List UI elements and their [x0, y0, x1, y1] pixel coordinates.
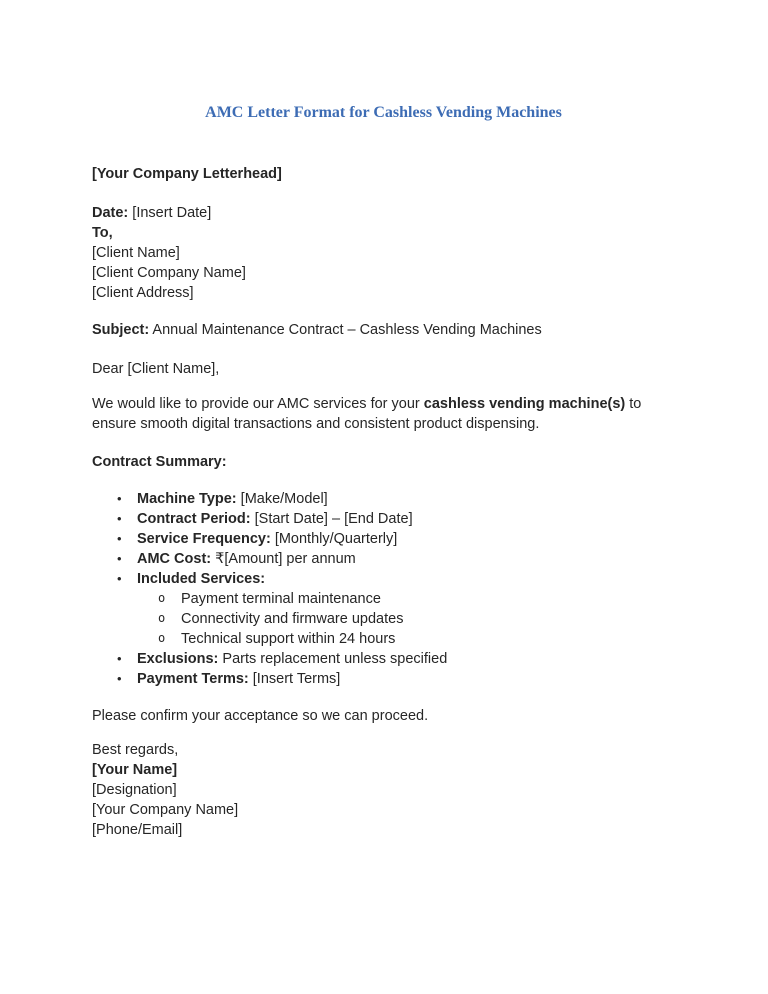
- sub-list-item-technical-support: [92, 629, 675, 649]
- item-value: ₹[Amount] per annum: [211, 551, 356, 567]
- client-name-line: [Client Name]: [92, 245, 180, 261]
- item-value: [Start Date] – [End Date]: [250, 511, 413, 527]
- bullet-marker: •: [117, 571, 122, 586]
- intro-paragraph: [92, 394, 675, 434]
- list-item-machine-type: [92, 489, 675, 509]
- list-item-amc-cost: [92, 549, 675, 569]
- item-label: Contract Period:: [137, 511, 251, 527]
- greeting-line: Dear [Client Name],: [92, 361, 220, 377]
- date-line: [92, 203, 675, 223]
- sub-item-text: Payment terminal maintenance: [181, 591, 381, 607]
- bullet-marker: •: [117, 651, 122, 666]
- item-value: [Monthly/Quarterly]: [270, 531, 398, 547]
- sub-list-item-terminal-maintenance: [92, 589, 675, 609]
- sender-company-line: [Your Company Name]: [92, 802, 239, 818]
- summary-heading: Contract Summary:: [92, 454, 227, 470]
- sub-bullet-marker: o: [158, 611, 166, 625]
- closing-request-line: Please confirm your acceptance so we can proceed.: [92, 708, 429, 724]
- client-company-line: [Client Company Name]: [92, 265, 246, 281]
- letterhead-placeholder: [Your Company Letterhead]: [92, 166, 282, 182]
- list-item-included-services: [92, 569, 675, 589]
- bullet-marker: •: [117, 491, 122, 506]
- sub-bullet-marker: o: [158, 591, 166, 605]
- item-value: [Make/Model]: [236, 491, 328, 507]
- list-item-contract-period: [92, 509, 675, 529]
- list-item-payment-terms: [92, 669, 675, 689]
- regards-line: Best regards,: [92, 742, 179, 758]
- bullet-marker: •: [117, 551, 122, 566]
- list-item-service-frequency: [92, 529, 675, 549]
- list-item-exclusions: [92, 649, 675, 669]
- sub-item-text: Technical support within 24 hours: [181, 631, 396, 647]
- date-value: [Insert Date]: [128, 205, 212, 221]
- item-value: [Insert Terms]: [248, 671, 341, 687]
- bullet-marker: •: [117, 531, 122, 546]
- intro-post: to ensure smooth digital transactions and consistent product dispensing.: [92, 396, 642, 432]
- signature-block: [92, 740, 675, 840]
- bullet-marker: •: [117, 671, 122, 686]
- sub-bullet-marker: o: [158, 631, 166, 645]
- item-label: Exclusions:: [137, 651, 219, 667]
- subject-line: [92, 320, 675, 340]
- sender-name-line: [Your Name]: [92, 762, 178, 778]
- item-label: Payment Terms:: [137, 671, 249, 687]
- recipient-block: [92, 203, 675, 303]
- document-title: AMC Letter Format for Cashless Vending Machines: [205, 104, 562, 121]
- subject-label: Subject:: [92, 322, 150, 338]
- client-address-line: [Client Address]: [92, 285, 194, 301]
- sub-item-text: Connectivity and firmware updates: [181, 611, 404, 627]
- designation-line: [Designation]: [92, 782, 177, 798]
- item-value: Parts replacement unless specified: [218, 651, 448, 667]
- item-label: Machine Type:: [137, 491, 237, 507]
- subject-value: Annual Maintenance Contract – Cashless Vending Machines: [149, 322, 542, 338]
- item-label: AMC Cost:: [137, 551, 212, 567]
- item-label: Service Frequency:: [137, 531, 271, 547]
- intro-bold: cashless vending machine(s): [423, 396, 626, 412]
- sub-list-item-firmware-updates: [92, 609, 675, 629]
- contract-summary-list: [92, 489, 675, 689]
- intro-pre: We would like to provide our AMC services for your: [92, 396, 424, 412]
- bullet-marker: •: [117, 511, 122, 526]
- item-label: Included Services:: [137, 571, 266, 587]
- to-line: To,: [92, 225, 113, 241]
- phone-email-line: [Phone/Email]: [92, 822, 183, 838]
- date-label: Date:: [92, 205, 129, 221]
